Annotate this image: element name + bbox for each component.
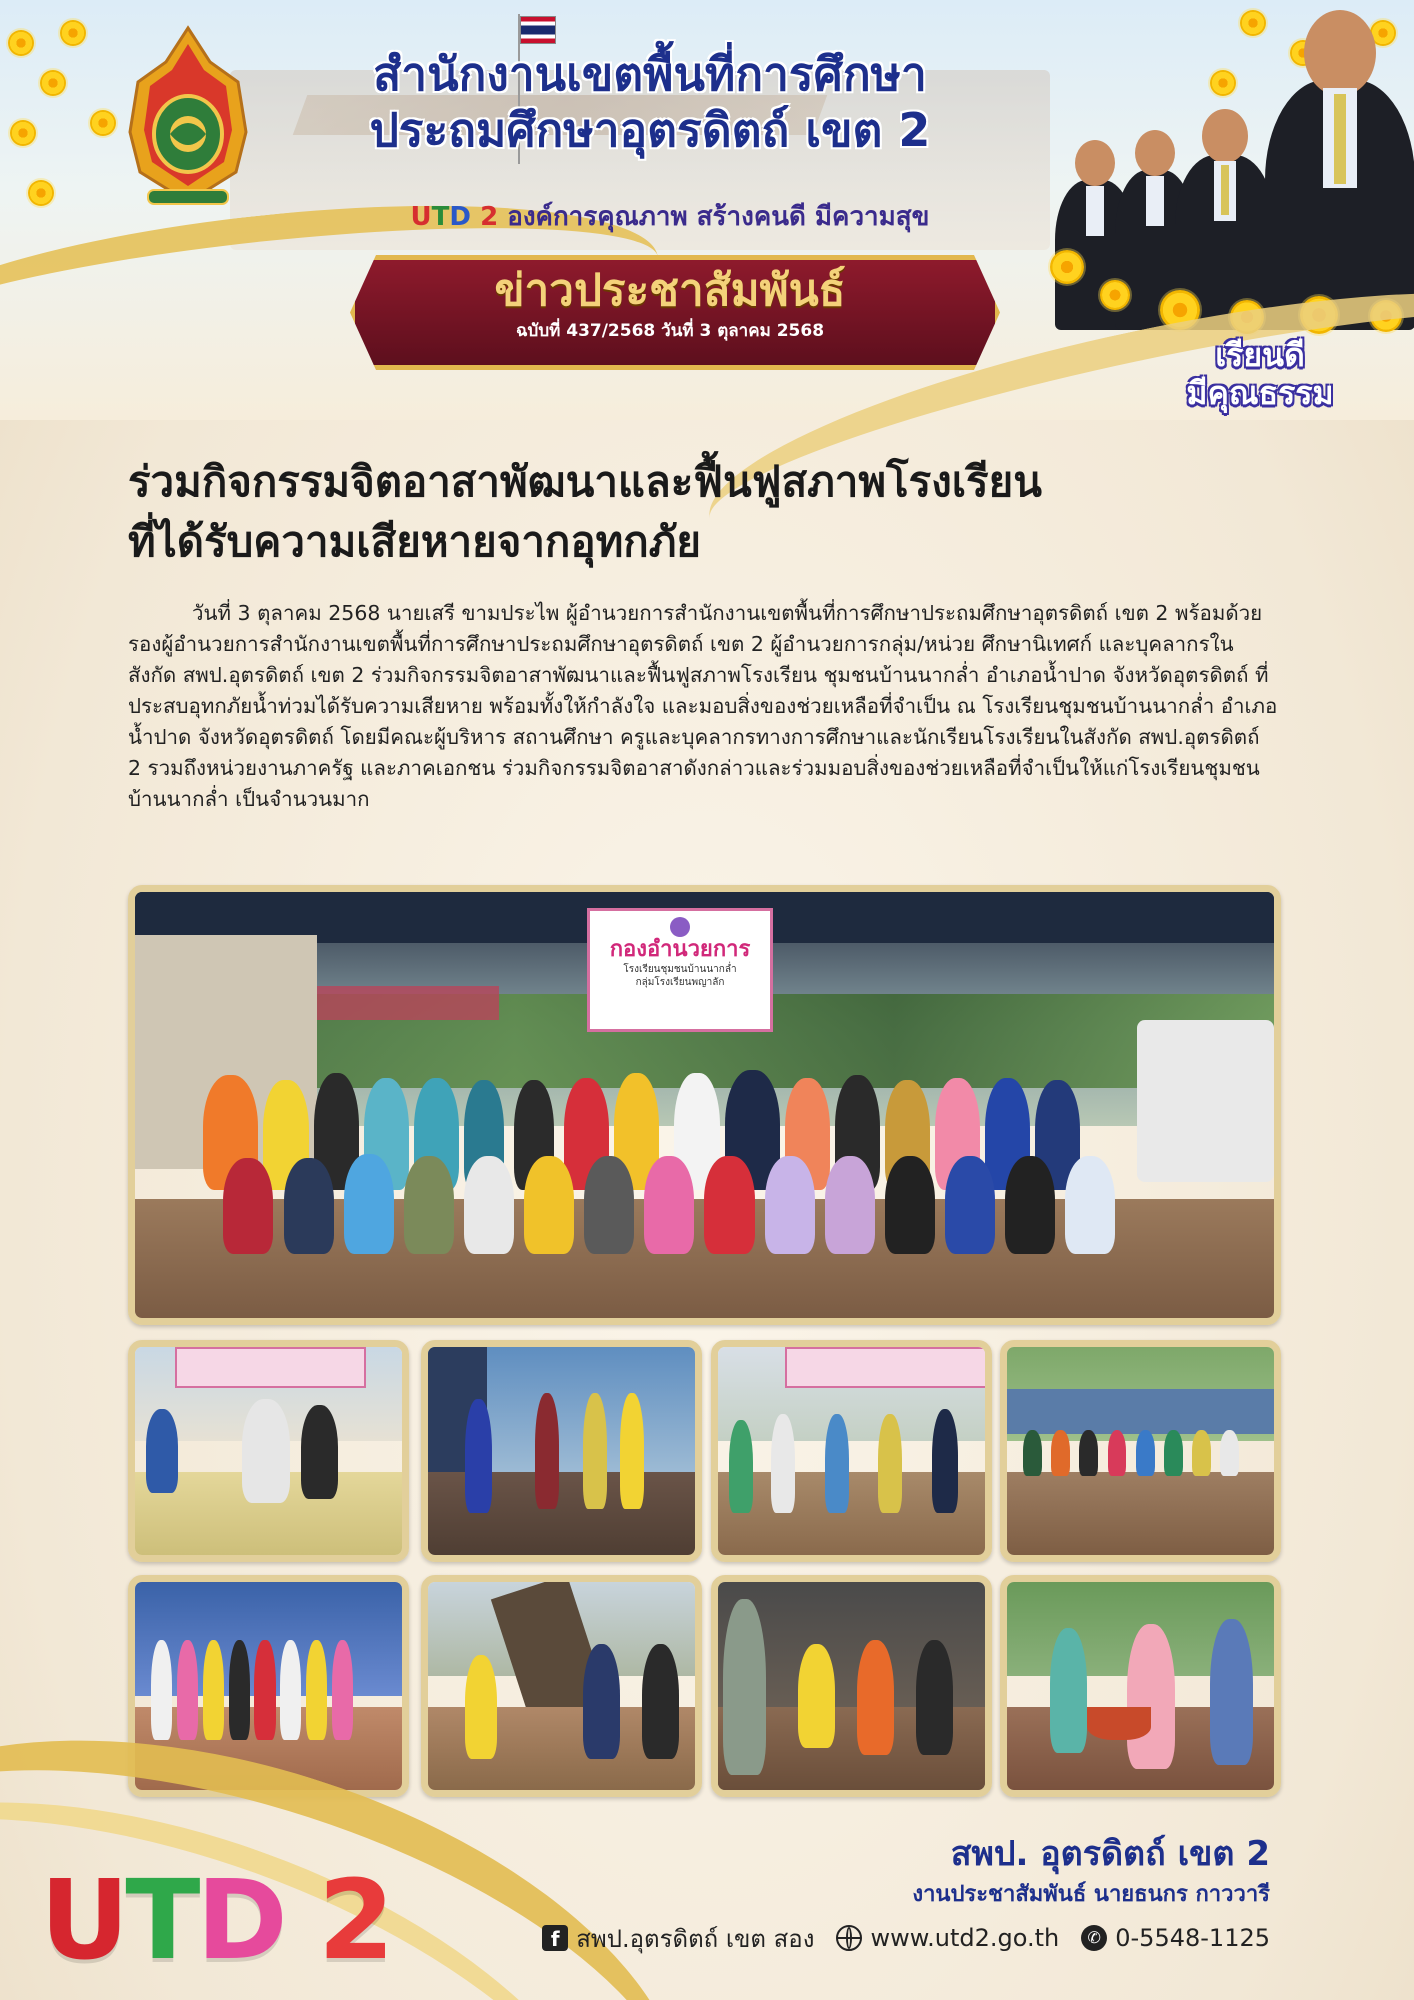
activity-photo-donations [128,1340,409,1562]
contact-bar [480,1918,1270,1958]
facebook-icon: f [542,1925,568,1951]
slogan-number: 2 [480,202,499,232]
logo-letter: T [125,1856,197,1984]
motto-line1: เรียนดี [1215,336,1305,374]
logo-letter: D [196,1856,284,1984]
sign-line1: โรงเรียนชุมชนบ้านนากล่ำ [623,964,737,975]
flower-decoration [8,30,34,56]
footer-org-name: สพป. อุตรดิตถ์ เขต 2 [950,1834,1270,1874]
slogan [330,196,1010,237]
sign-line2: กลุ่มโรงเรียนพญาลัก [635,977,725,988]
emblem-icon [118,22,258,212]
flower-decoration [1100,280,1130,310]
activity-photo-schoolyard [1000,1340,1281,1562]
slogan-text: องค์การคุณภาพ สร้างคนดี มีความสุข [507,202,930,232]
website-url: www.utd2.go.th [870,1924,1060,1952]
office-title [250,46,1050,158]
flower-decoration [60,20,86,46]
logo-letter: U [40,1856,126,1984]
command-center-sign [587,908,773,1032]
main-group-photo [128,885,1281,1325]
article-body: วันที่ 3 ตุลาคม 2568 นายเสรี ขามประไพ ผู้อำนวยการสำนักงานเขตพื้นที่การศึกษาประถมศึกษาอุตรดิตถ์ เขต 2 พร้อมด้วยรองผู้อำนวยการสำนักงานเขตพื้นที่การศึกษาประถมศึกษาอุตรดิตถ์ เขต 2 ผู้อำนวยการกลุ่ม/หน่วย ศึกษานิเทศก์ และบุคลากรในสังกัด สพป.อุตรดิตถ์ เขต 2 ร่วมกิจกรรมจิตอาสาพัฒนาและฟื้นฟูสภาพโรงเรียน ชุมชนบ้านนากล่ำ อำเภอน้ำปาด จังหวัดอุตรดิตถ์ ที่ประสบอุทกภัยน้ำท่วมได้รับความเสียหาย พร้อมทั้งให้กำลังใจ และมอบสิ่งของช่วยเหลือที่จำเป็น ณ โรงเรียนชุมชนบ้านนากล่ำ อำเภอน้ำปาด จังหวัดอุตรดิตถ์ โดยมีคณะผู้บริหาร สถานศึกษา ครูและบุคลากรทางการศึกษาและนักเรียนโรงเรียนในสังกัด สพป.อุตรดิตถ์ 2 รวมถึงหน่วยงานภาครัฐ และภาคเอกชน ร่วมกิจกรรมจิตอาสาดังกล่าวและร่วมมอบสิ่งของช่วยเหลือที่จำเป็นให้แก่โรงเรียนชุมชนบ้านนากล่ำ เป็นจำนวนมาก [128,601,1278,811]
logo-number: 2 [317,1856,391,1984]
crowd-front-row [203,1148,1205,1255]
flower-decoration [40,70,66,96]
slogan-utd: UTD [410,202,472,232]
executive-figure [1265,80,1414,330]
phone-number: 0-5548-1125 [1115,1924,1270,1952]
motto [1130,336,1390,412]
activity-photo-cleaning [421,1340,702,1562]
activity-photo-mud-cleanup [711,1575,992,1797]
news-banner [350,255,990,360]
footer-pr-credit: งานประชาสัมพันธ์ นายธนกร กาววารี [912,1882,1270,1907]
phone-contact[interactable] [1081,1924,1270,1952]
facebook-name: สพป.อุตรดิตถ์ เขต สอง [576,1924,815,1953]
utd2-logo [40,1856,391,1984]
office-title-line1: สำนักงานเขตพื้นที่การศึกษา [373,47,927,101]
facebook-contact[interactable] [542,1919,814,1958]
website-link[interactable] [836,1924,1059,1952]
activity-photo-wheelbarrow [1000,1575,1281,1797]
globe-icon [836,1925,862,1951]
banner-issue: ฉบับที่ 437/2568 วันที่ 3 ตุลาคม 2568 [515,321,825,341]
phone-icon: ✆ [1081,1925,1107,1951]
flower-decoration [10,120,36,146]
sign-title: กองอำนวยการ [609,937,751,962]
motto-line2: มีคุณธรรม [1186,374,1334,412]
headline-line1: ร่วมกิจกรรมจิตอาสาพัฒนาและฟื้นฟูสภาพโรงเรียน [128,457,1042,506]
activity-photo-gathering [711,1340,992,1562]
activity-photo-fallen-tree [421,1575,702,1797]
flower-decoration [1050,250,1084,284]
office-title-line2: ประถมศึกษาอุตรดิตถ์ เขต 2 [369,103,931,157]
flower-decoration [28,180,54,206]
thai-flag-icon [520,16,556,44]
banner-title: ข่าวประชาสัมพันธ์ [494,265,846,316]
headline-line2: ที่ได้รับความเสียหายจากอุทกภัย [128,517,701,566]
flower-decoration [90,110,116,136]
article-headline [128,452,1288,572]
